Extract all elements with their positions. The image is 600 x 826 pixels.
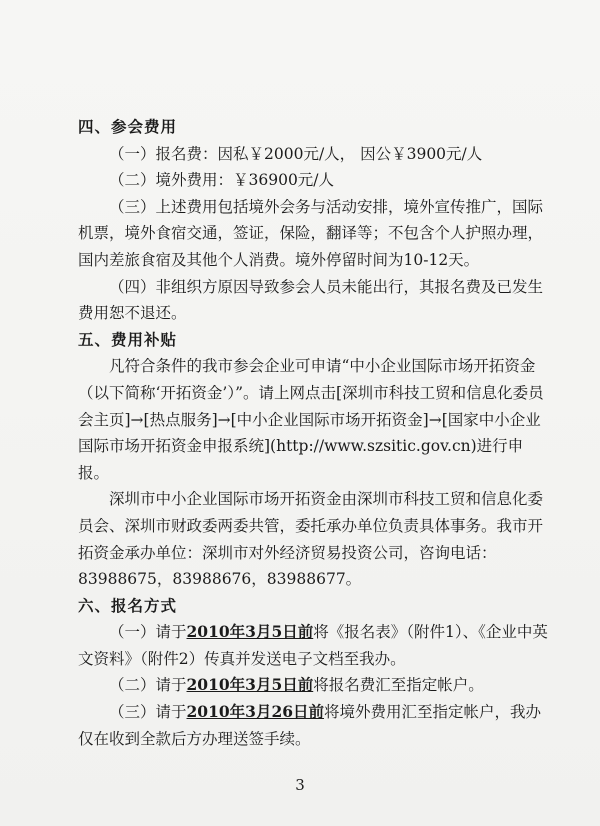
registration-deadline: 2010年3月5日前 (186, 675, 314, 695)
registration-item-text: 将境外费用汇至指定帐户，我办仅在收到全款后方办理送签手续。 (78, 703, 542, 748)
registration-item-text: （二）请于 (109, 676, 187, 695)
section-heading-registration: 六、报名方式 (78, 595, 178, 615)
section-heading-subsidy: 五、费用补贴 (78, 329, 178, 349)
registration-item (78, 672, 548, 699)
fee-item-registration: （一）报名费：因私￥2000元/人， 因公￥3900元/人 (109, 144, 483, 163)
registration-item (78, 619, 548, 672)
section-heading-fees: 四、参会费用 (78, 117, 178, 136)
page-number: 3 (295, 776, 305, 794)
registration-item-text: 将《报名表》（附件1）、《企业中英文资料》（附件2）传真并发送电子文档至我办。 (78, 623, 548, 668)
registration-item (78, 699, 548, 752)
fee-item-overseas: （二）境外费用：￥36900元/人 (109, 171, 335, 190)
registration-item-text: 将报名费汇至指定帐户。 (313, 676, 484, 695)
registration-item-text: （一）请于 (109, 623, 187, 642)
subsidy-administration-paragraph: 深圳市中小企业国际市场开拓资金由深圳市科技工贸和信息化委员会、深圳市财政委两委共管，委托承办单位负责具体事务。我市开拓资金承办单位：深圳市对外经济贸易投资公司，咨询电话：83988675，83988676，83988677。 (78, 490, 544, 589)
document-body (78, 114, 548, 752)
registration-item-text: （三）请于 (109, 703, 187, 722)
registration-deadline: 2010年3月5日前 (186, 622, 314, 642)
fee-item-refund: （四）非组织方原因导致参会人员未能出行，其报名费及已发生费用恕不退还。 (78, 277, 544, 323)
fee-item-coverage: （三）上述费用包括境外会务与活动安排，境外宣传推广，国际机票，境外食宿交通，签证，保险，翻译等；不包含个人护照办理，国内差旅食宿及其他个人消费。境外停留时间为10-12天。 (78, 197, 544, 269)
subsidy-application-paragraph: 凡符合条件的我市参会企业可申请“中小企业国际市场开拓资金（以下简称‘开拓资金’）”。请上网点击[深圳市科技工贸和信息化委员会主页]→[热点服务]→[中小企业国际市场开拓资金]→[国家中小企业国际市场开拓资金申报系统](http://www.szsitic.gov.cn)进行申报。 (78, 357, 544, 482)
registration-deadline: 2010年3月26日前 (186, 702, 325, 722)
